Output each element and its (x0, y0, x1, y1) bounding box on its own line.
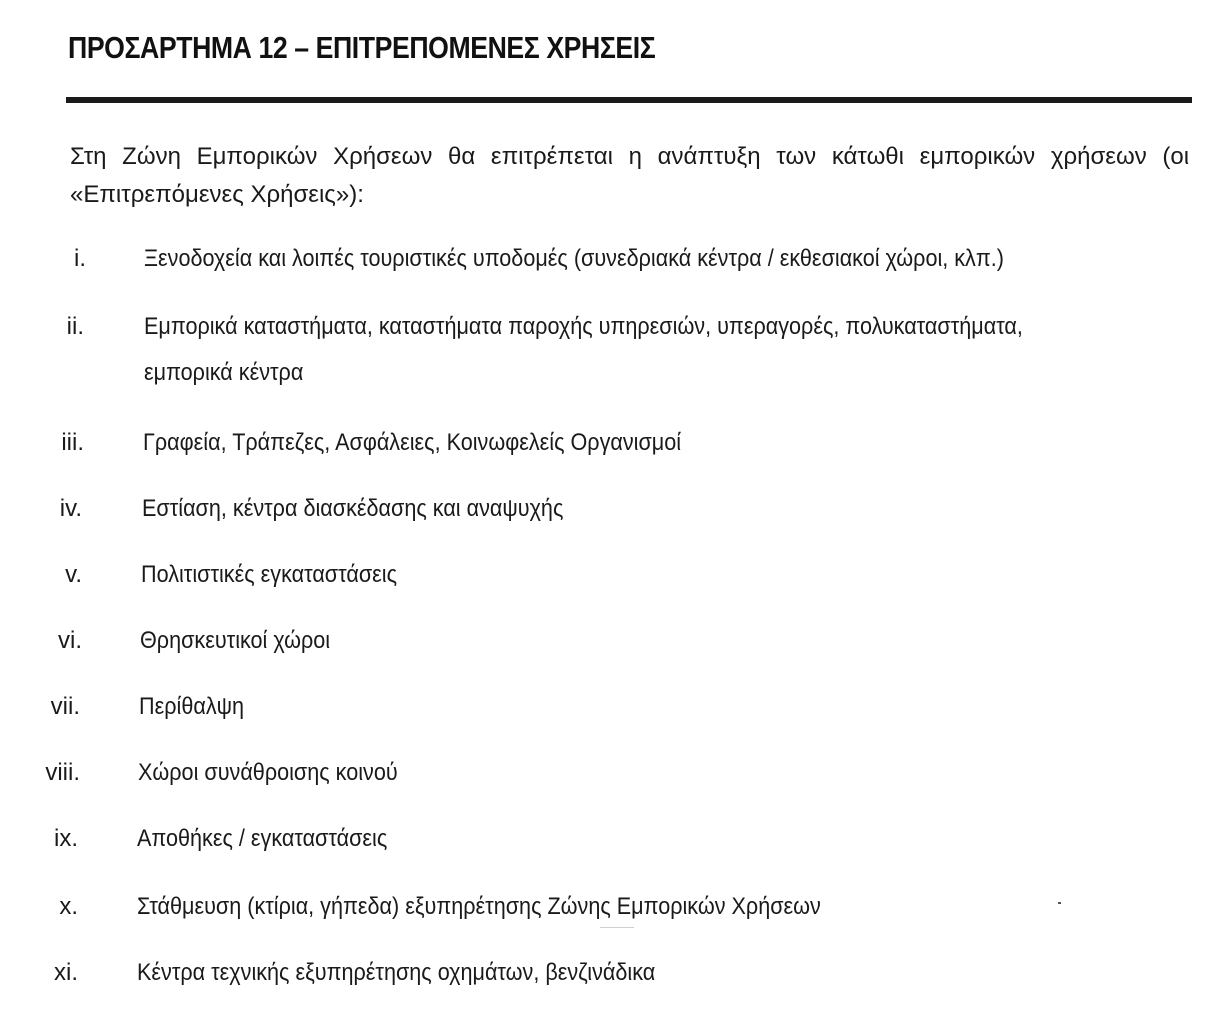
list-item-number: ix. (54, 825, 78, 852)
scan-mark (600, 927, 634, 928)
list-item-number: xi. (54, 959, 78, 986)
intro-paragraph (70, 138, 1190, 214)
list-item-text: Περίθαλψη (139, 693, 245, 720)
list-item-text: Κέντρα τεχνικής εξυπηρέτησης οχημάτων, βενζινάδικα (137, 959, 656, 986)
list-item-number: viii. (45, 759, 80, 786)
list-item-text: Γραφεία, Τράπεζες, Ασφάλειες, Κοινωφελείς Οργανισμοί (143, 429, 682, 456)
list-item-number: iv. (59, 495, 82, 522)
list-item-text: Ξενοδοχεία και λοιπές τουριστικές υποδομές (συνεδριακά κέντρα / εκθεσιακοί χώροι, κλπ.) (144, 245, 1004, 272)
list-item-number: ii. (66, 313, 84, 340)
list-item-text: Πολιτιστικές εγκαταστάσεις (141, 561, 398, 588)
list-item (0, 950, 1225, 996)
list-item-text: εμπορικά κέντρα (144, 359, 304, 386)
list-item-number: vii. (50, 693, 80, 720)
list-item (0, 884, 1225, 930)
intro-line-1: Στη Ζώνη Εμπορικών Χρήσεων θα επιτρέπεται η ανάπτυξη των κάτωθι εμπορικών χρήσεων (οι (70, 143, 1190, 170)
list-item-number: iii. (61, 429, 84, 456)
scan-speck (1058, 902, 1061, 904)
list-item (0, 816, 1225, 862)
list-item-text: Αποθήκες / εγκαταστάσεις (137, 825, 388, 852)
list-item (0, 236, 1225, 282)
list-item-number: x. (59, 893, 78, 920)
list-item-number: vi. (58, 627, 82, 654)
list-item-text: Χώροι συνάθροισης κοινού (138, 759, 398, 786)
list-item (0, 750, 1225, 796)
list-item-number: v. (65, 561, 82, 588)
list-item (0, 618, 1225, 664)
document-title: ΠΡΟΣΑΡΤΗΜΑ 12 – ΕΠΙΤΡΕΠΟΜΕΝΕΣ ΧΡΗΣΕΙΣ (68, 30, 656, 65)
list-item (0, 486, 1225, 532)
list-item-number: i. (74, 245, 86, 272)
list-item-text: Θρησκευτικοί χώροι (140, 627, 331, 654)
list-item-text: Εμπορικά καταστήματα, καταστήματα παροχής υπηρεσιών, υπεραγορές, πολυκαταστήματα, (144, 313, 1023, 340)
list-item (0, 552, 1225, 598)
list-item (0, 304, 1225, 396)
list-item-text: Στάθμευση (κτίρια, γήπεδα) εξυπηρέτησης Ζώνης Εμπορικών Χρήσεων (137, 893, 821, 920)
list-item (0, 684, 1225, 730)
intro-line-2: «Επιτρεπόμενες Χρήσεις»): (70, 181, 364, 208)
title-rule (66, 97, 1192, 103)
list-item-text: Εστίαση, κέντρα διασκέδασης και αναψυχής (142, 495, 564, 522)
list-item (0, 420, 1225, 466)
